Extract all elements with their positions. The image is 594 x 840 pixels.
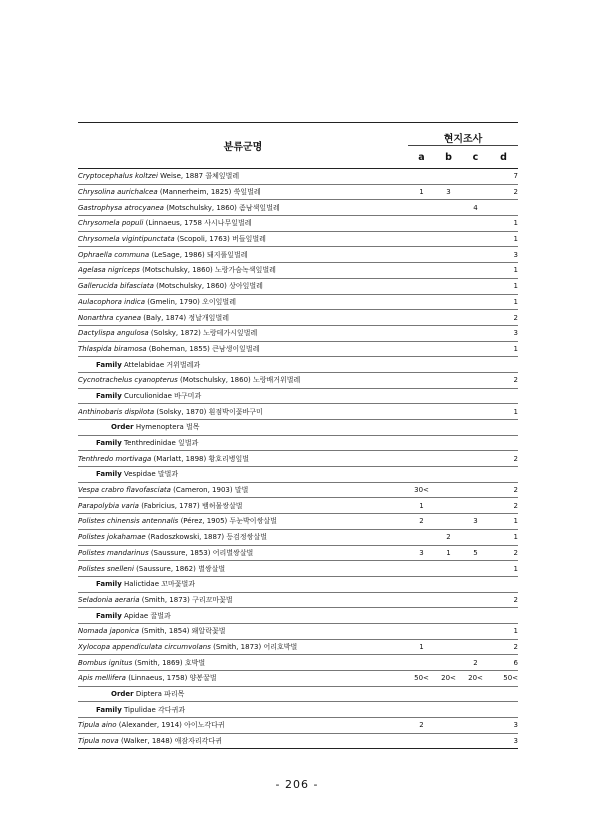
species-row [78,325,518,341]
korean-name: 황호리병잎벌 [208,454,250,463]
taxon-cell [78,718,408,734]
species-row [78,545,518,561]
count-d: 2 [489,592,518,608]
count-b: 2 [435,529,462,545]
species-row [78,639,518,655]
rank-label: Family [96,391,122,400]
species-row [78,341,518,357]
count-d: 2 [489,372,518,388]
count-a [408,451,435,467]
taxon-name: Diptera 파리목 [135,690,185,699]
rank-label: Family [96,360,122,369]
korean-name: 애잠자리각다귀 [174,737,222,746]
rank-label: Family [96,580,122,589]
taxon-cell [78,498,408,514]
korean-name: 어리호박벌 [263,642,298,651]
author-year: (Mannerheim, 1825) [159,188,232,197]
taxon-cell [78,655,408,671]
author-year: (Smith, 1873) [213,642,262,651]
count-a: 30< [408,482,435,498]
taxon-cell [78,639,408,655]
scientific-name: Chrysomela vigintipunctata [78,235,175,244]
count-d: 3 [489,718,518,734]
scientific-name: Cycnotrachelus cyanopterus [78,376,178,385]
count-d: 1 [489,263,518,279]
scientific-name: Polistes snelleni [78,564,134,573]
author-year: (Motschulsky, 1860) [156,282,227,291]
scientific-name: Tipula nova [78,737,119,746]
korean-name: 좀남색잎벌레 [239,203,280,212]
rank-label: Family [96,611,122,620]
korean-name: 버들잎벌레 [232,235,266,244]
rank-label: Family [96,705,122,714]
count-b [435,718,462,734]
count-c [462,263,489,279]
count-c [462,372,489,388]
taxon-cell [78,200,408,216]
table-body [78,169,518,749]
scientific-name: Dactylispa angulosa [78,329,149,338]
count-a [408,404,435,420]
species-row [78,216,518,232]
count-a: 50< [408,671,435,687]
scientific-name: Nomada japonica [78,627,140,636]
count-b: 20< [435,671,462,687]
author-year: (Radoszkowski, 1887) [147,533,225,542]
species-row [78,231,518,247]
scientific-name: Agelasa nigriceps [78,266,140,275]
count-a [408,310,435,326]
author-year: (Marlatt, 1898) [153,454,207,463]
author-year: (Boheman, 1855) [148,344,210,353]
species-row [78,529,518,545]
species-row [78,498,518,514]
count-d: 2 [489,545,518,561]
count-d: 2 [489,184,518,200]
species-row [78,514,518,530]
taxon-cell [78,671,408,687]
korean-name: 뱀허물쌍살벌 [201,501,243,510]
scientific-name: Polistes chinensis antennalis [78,517,179,526]
family-heading [78,435,518,451]
count-c [462,498,489,514]
family-row [78,576,518,592]
count-a: 1 [408,639,435,655]
korean-name: 오이잎벌레 [202,297,236,306]
species-row [78,623,518,639]
species-row [78,247,518,263]
count-d: 3 [489,733,518,749]
count-c: 3 [462,514,489,530]
korean-name: 구리꼬마꽃벌 [192,595,233,604]
family-row [78,608,518,624]
author-year: (Saussure, 1853) [150,548,211,557]
taxon-cell [78,169,408,185]
scientific-name: Tipula aino [78,721,117,730]
count-b [435,655,462,671]
count-d: 2 [489,451,518,467]
count-b [435,639,462,655]
scientific-name: Aulacophora indica [78,297,146,306]
taxon-cell [78,404,408,420]
count-c [462,482,489,498]
taxon-name: Halictidae 꼬마꽃벌과 [124,580,196,589]
order-heading [78,686,518,702]
order-heading [78,420,518,436]
author-year: (Pérez, 1905) [180,517,228,526]
scientific-name: Thlaspida biramosa [78,344,147,353]
count-d: 1 [489,561,518,577]
author-year: (Smith, 1854) [141,627,190,636]
korean-name: 노랑테가시잎벌레 [203,329,258,338]
count-b [435,482,462,498]
family-heading [78,357,518,373]
family-heading [78,467,518,483]
family-row [78,702,518,718]
author-year: (Scopoli, 1763) [176,235,230,244]
count-a [408,294,435,310]
count-c: 2 [462,655,489,671]
taxon-cell [78,263,408,279]
family-heading [78,608,518,624]
count-a [408,169,435,185]
species-row [78,294,518,310]
taxon-name: Vespidae 말벌과 [124,470,179,479]
korean-name: 등검정쌍살벌 [226,533,267,542]
korean-name: 아이노각다귀 [184,721,225,730]
taxon-cell [78,216,408,232]
count-c [462,247,489,263]
count-b [435,294,462,310]
count-d: 1 [489,341,518,357]
count-b [435,263,462,279]
author-year: (Solsky, 1872) [150,329,201,338]
count-d: 1 [489,529,518,545]
taxon-name: Tipulidae 각다귀과 [124,705,186,714]
scientific-name: Ophraella communa [78,250,150,259]
count-b [435,169,462,185]
count-c [462,451,489,467]
species-row [78,310,518,326]
count-b [435,514,462,530]
count-a: 1 [408,184,435,200]
count-a [408,592,435,608]
taxon-name: Tenthredinidae 잎벌과 [124,439,199,448]
author-year: (Linnaeus, 1758) [128,674,188,683]
taxon-cell [78,278,408,294]
taxon-cell [78,623,408,639]
korean-name: 어리별쌍살벌 [212,548,254,557]
count-b [435,247,462,263]
author-year: (Cameron, 1903) [173,486,233,495]
author-year: (Fabricius, 1787) [141,501,200,510]
scientific-name: Gallerucida bifasciata [78,282,154,291]
count-c [462,718,489,734]
count-c [462,623,489,639]
author-year: (Walker, 1848) [120,737,173,746]
count-c [462,341,489,357]
family-row [78,467,518,483]
count-a: 1 [408,498,435,514]
count-c [462,169,489,185]
species-row [78,451,518,467]
count-b [435,216,462,232]
count-a [408,623,435,639]
scientific-name: Vespa crabro flavofasciata [78,486,171,495]
author-year: (Gmelin, 1790) [147,297,200,306]
scientific-name: Bombus ignitus [78,658,133,667]
rank-label: Family [96,439,122,448]
count-a [408,278,435,294]
order-row [78,420,518,436]
count-c [462,184,489,200]
count-b [435,310,462,326]
count-b [435,498,462,514]
count-c [462,216,489,232]
author-year: (Solsky, 1870) [156,407,207,416]
count-a [408,529,435,545]
taxon-cell [78,372,408,388]
count-c [462,278,489,294]
taxon-cell [78,310,408,326]
species-row [78,372,518,388]
count-d: 1 [489,623,518,639]
korean-name: 흰점박이꽃바구미 [208,407,263,416]
family-row [78,357,518,373]
count-a [408,655,435,671]
taxon-name: Curculionidae 바구미과 [124,391,202,400]
count-c [462,294,489,310]
taxon-cell [78,231,408,247]
author-year: (Motschulsky, 1860) [180,376,251,385]
count-d: 2 [489,498,518,514]
count-a [408,325,435,341]
korean-name: 양봉꿀벌 [189,674,217,683]
count-b [435,561,462,577]
taxon-cell [78,294,408,310]
korean-name: 호박벌 [184,658,206,667]
author-year: (Motschulsky, 1860) [166,203,237,212]
count-d [489,200,518,216]
author-year: Weise, 1887 [160,172,204,181]
scientific-name: Gastrophysa atrocyanea [78,203,164,212]
korean-name: 콜체잎벌레 [205,172,240,181]
taxon-cell [78,514,408,530]
count-d: 1 [489,216,518,232]
taxon-name: Attelabidae 거위벌레과 [124,360,201,369]
species-row [78,718,518,734]
taxon-cell [78,733,408,749]
taxon-cell [78,561,408,577]
header-field-survey: 현지조사 [408,123,518,146]
korean-name: 노랑배거위벌레 [252,376,301,385]
count-d: 6 [489,655,518,671]
header-col-c: c [472,151,479,163]
count-b [435,623,462,639]
count-a [408,231,435,247]
korean-name: 큰남생이잎벌레 [212,344,260,353]
scientific-name: Parapolybia varia [78,501,139,510]
count-c [462,325,489,341]
header-col-a: a [418,151,425,163]
count-c [462,310,489,326]
species-row [78,263,518,279]
scientific-name: Anthinobaris dispilota [78,407,155,416]
korean-name: 사시나무잎벌레 [204,219,252,228]
family-heading [78,576,518,592]
taxon-cell [78,592,408,608]
count-a: 2 [408,718,435,734]
korean-name: 상아잎벌레 [229,282,263,291]
count-a [408,216,435,232]
korean-name: 정날개잎벌레 [188,313,229,322]
taxon-cell [78,247,408,263]
author-year: (LeSage, 1986) [151,250,205,259]
species-row [78,655,518,671]
taxon-cell [78,482,408,498]
korean-name: 두눈박이쌍살벌 [229,517,277,526]
count-c: 20< [462,671,489,687]
count-d: 1 [489,294,518,310]
count-d: 7 [489,169,518,185]
taxon-cell [78,184,408,200]
species-row [78,592,518,608]
family-row [78,388,518,404]
count-c [462,639,489,655]
count-b [435,325,462,341]
count-b [435,200,462,216]
species-row [78,200,518,216]
species-row [78,561,518,577]
count-a [408,733,435,749]
count-b [435,451,462,467]
species-row [78,404,518,420]
count-b [435,341,462,357]
count-d: 2 [489,482,518,498]
count-b [435,733,462,749]
species-row [78,733,518,749]
count-a [408,372,435,388]
count-b: 1 [435,545,462,561]
taxon-cell [78,545,408,561]
count-d: 2 [489,310,518,326]
count-d: 1 [489,278,518,294]
count-c [462,404,489,420]
rank-label: Order [111,690,134,699]
author-year: (Baly, 1874) [143,313,187,322]
scientific-name: Polistes jokahamae [78,533,146,542]
count-c: 4 [462,200,489,216]
scientific-name: Polistes mandarinus [78,548,149,557]
count-c [462,561,489,577]
count-a: 3 [408,545,435,561]
family-heading [78,702,518,718]
taxon-cell [78,341,408,357]
scientific-name: Chrysolina aurichalcea [78,188,158,197]
count-c: 5 [462,545,489,561]
header-taxon-name: 분류군명 [223,142,263,153]
count-a [408,200,435,216]
species-row [78,184,518,200]
species-row [78,671,518,687]
count-d: 2 [489,639,518,655]
scientific-name: Apis mellifera [78,674,126,683]
taxon-cell [78,451,408,467]
rank-label: Family [96,470,122,479]
taxon-name: Hymenoptera 벌목 [135,423,200,432]
family-row [78,435,518,451]
count-b [435,592,462,608]
taxon-cell [78,529,408,545]
page-number: - 206 - [275,778,319,791]
author-year: (Smith, 1869) [134,658,183,667]
taxon-name: Apidae 꿀벌과 [124,611,171,620]
korean-name: 별쌍살벌 [198,564,226,573]
korean-name: 돼지풀잎벌레 [206,250,248,259]
author-year: (Motschulsky, 1860) [142,266,213,275]
count-d: 1 [489,404,518,420]
count-b: 3 [435,184,462,200]
species-row [78,482,518,498]
count-b [435,372,462,388]
korean-name: 노랑가슴녹색잎벌레 [215,266,276,275]
species-survey-table [78,122,518,749]
count-c [462,733,489,749]
scientific-name: Seladonia aeraria [78,595,140,604]
header-col-b: b [445,151,452,163]
scientific-name: Tenthredo mortivaga [78,454,152,463]
author-year: (Smith, 1873) [141,595,190,604]
family-heading [78,388,518,404]
table-header [78,123,518,169]
count-d: 1 [489,514,518,530]
count-d: 3 [489,325,518,341]
count-a [408,341,435,357]
author-year: (Saussure, 1862) [136,564,196,573]
count-a [408,263,435,279]
korean-name: 왜알락꽃벌 [191,627,226,636]
author-year: (Alexander, 1914) [118,721,182,730]
korean-name: 쑥잎벌레 [233,188,261,197]
count-a [408,247,435,263]
count-a: 2 [408,514,435,530]
count-b [435,231,462,247]
korean-name: 말벌 [234,486,249,495]
count-c [462,592,489,608]
species-row [78,278,518,294]
count-d: 3 [489,247,518,263]
count-b [435,404,462,420]
author-year: (Linnaeus, 1758 [145,219,202,228]
scientific-name: Chrysomela populi [78,219,144,228]
species-row [78,169,518,185]
order-row [78,686,518,702]
count-a [408,561,435,577]
count-d: 1 [489,231,518,247]
count-b [435,278,462,294]
header-col-d: d [500,151,507,163]
scientific-name: Xylocopa appendiculata circumvolans [78,642,211,651]
scientific-name: Cryptocephalus koltzei [78,172,158,181]
count-c [462,231,489,247]
count-c [462,529,489,545]
rank-label: Order [111,423,134,432]
count-d: 50< [489,671,518,687]
scientific-name: Nonarthra cyanea [78,313,142,322]
taxon-cell [78,325,408,341]
